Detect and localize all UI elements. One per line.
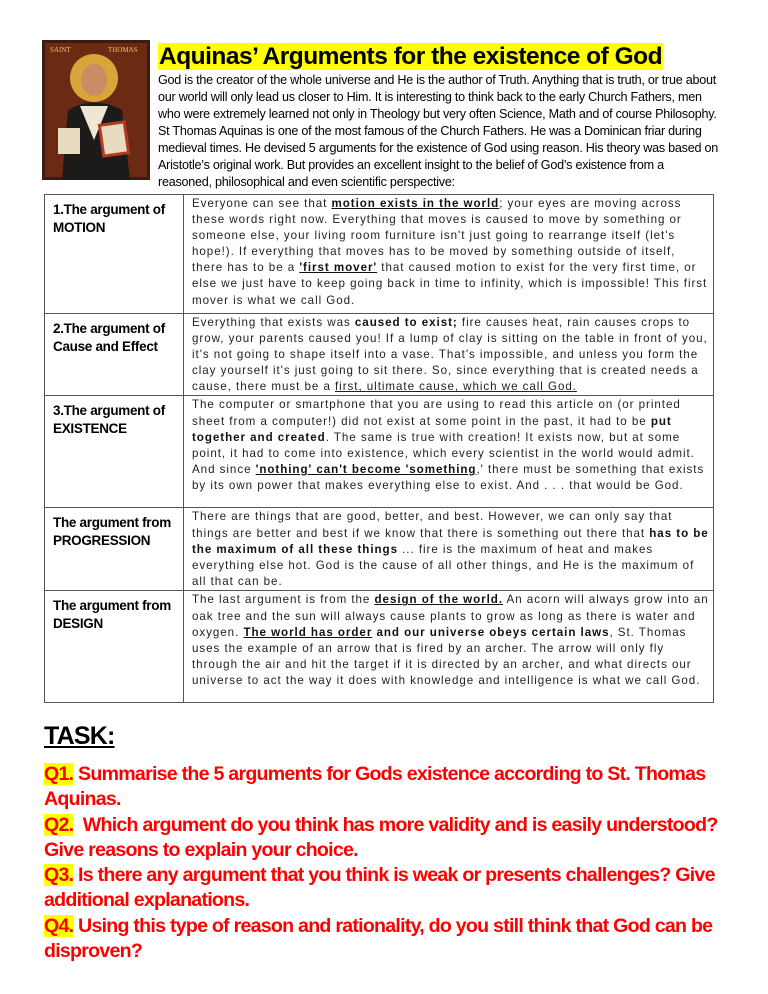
emphasis-text: 'first mover'	[299, 261, 378, 275]
body-text: ; your eyes are moving across these words right now. Everything that moves is caused to move by something or someone else, your living room furniture isn't just going to rearrange itself (let's hope!). If everything that moves has to be moved by something outside of itself, there has to be a	[192, 197, 682, 275]
argument-row	[45, 591, 714, 703]
argument-row	[45, 508, 714, 591]
arguments-table	[44, 194, 714, 703]
question-text: Summarise the 5 arguments for Gods existence according to St. Thomas Aquinas.	[44, 763, 710, 811]
emphasis-text: has to be the maximum of all these things	[192, 526, 709, 556]
argument-text	[184, 314, 714, 396]
argument-label	[45, 591, 184, 703]
question-text: Using this type of reason and rationality, do you still think that God can be disproven?	[44, 914, 718, 963]
emphasis-text: 'nothing' can't become 'something	[255, 462, 477, 476]
emphasis-text: design of the world.	[374, 593, 504, 607]
body-text: ,' there must be something that exists by its own power that makes everything else to exist. And . . . that would be God.	[192, 462, 705, 492]
argument-label	[45, 396, 184, 508]
emphasis-text: and our universe obeys certain laws	[372, 625, 610, 639]
question-label: Q4.	[44, 914, 74, 937]
body-text: An acorn will always grow into an oak tree and the sun will always cause plants to grow as long as there is water and oxygen.	[192, 593, 709, 639]
argument-label-line: The argument from	[53, 598, 171, 614]
argument-text	[184, 508, 714, 591]
argument-label-line: MOTION	[53, 220, 106, 235]
portrait-caption-left: SAINT	[50, 46, 71, 54]
argument-label-line: 3.The argument of	[53, 403, 165, 419]
body-text: Everyone can see that	[192, 197, 332, 210]
argument-label-line: PROGRESSION	[53, 533, 151, 549]
body-text: There are things that are good, better, and best. However, we can only say that things are better and best if we know that there is something out there that	[192, 510, 673, 540]
argument-label-line: 2.The argument of	[53, 321, 165, 336]
argument-text	[184, 591, 714, 703]
body-text: Everything that exists was	[192, 316, 355, 329]
body-text: The computer or smartphone that you are using to read this article on (or printed sheet from a computer!) did not exist at some point in the past, it had to be	[192, 398, 681, 428]
task-questions	[44, 762, 744, 964]
page-title: Aquinas’ Arguments for the existence of God	[159, 43, 663, 70]
question-text: Is there any argument that you think is weak or presents challenges? Give additional explanations.	[44, 864, 720, 912]
emphasis-text: caused to exist;	[354, 316, 458, 329]
body-text: . The same is true with creation! It exists now, but at some point, it had to come into existence, which every scientist in the world would admit. And since	[192, 430, 695, 476]
argument-row	[45, 396, 714, 508]
question-label: Q1.	[44, 763, 74, 785]
argument-label-line: DESIGN	[53, 616, 103, 632]
argument-label	[45, 508, 184, 591]
question-1	[44, 762, 744, 813]
question-4	[44, 914, 744, 965]
argument-text	[184, 396, 714, 508]
argument-label	[45, 195, 184, 314]
argument-row	[45, 314, 714, 396]
question-label: Q3.	[44, 864, 74, 887]
argument-label-line: The argument from	[53, 515, 171, 531]
emphasis-text: motion exists in the world	[331, 197, 500, 210]
question-text: Which argument do you think has more validity and is easily understood? Give reasons to explain your choice.	[44, 813, 723, 861]
emphasis-text: first, ultimate cause, which we call God.	[335, 380, 577, 394]
st-thomas-aquinas-portrait	[42, 40, 150, 180]
argument-label-line: Cause and Effect	[53, 339, 158, 354]
argument-text	[184, 195, 714, 314]
argument-row	[45, 195, 714, 314]
body-text: , St. Thomas uses the example of an arrow that is fired by an archer. The arrow will only fly through the air and hit the target if it is directed by an archer, and what directs our universe to act the way it does with knowledge and intelligence is what we call God.	[192, 625, 701, 687]
question-label: Q2.	[44, 813, 74, 836]
argument-label-line: EXISTENCE	[53, 421, 127, 437]
question-3	[44, 863, 744, 914]
portrait-caption-right: THOMAS	[108, 46, 138, 54]
body-text: ... fire is the maximum of heat and makes everything else hot. God is the cause of all other things, and He is the maximum of all that can be.	[192, 542, 695, 588]
body-text: The last argument is from the	[192, 593, 375, 607]
body-text: fire causes heat, rain causes crops to grow, your parents caused you! If a lump of clay is sitting on the table in front of you, it's not going to shape itself into a vase. That's impossible, and unless you form the clay yourself it's just going to sit there. So, since everything that is created needs a cause, there must be a	[192, 316, 708, 394]
emphasis-text: The world has order	[243, 625, 373, 639]
argument-label	[45, 314, 184, 396]
task-heading: TASK:	[44, 722, 115, 750]
body-text: that caused motion to exist for the very first time, or else we just have to keep going back in time to infinity, which is impossible! This first mover is what we call God.	[192, 261, 708, 307]
emphasis-text: put together and created	[192, 414, 672, 444]
question-2	[44, 813, 744, 864]
intro-paragraph: God is the creator of the whole universe and He is the author of Truth. Anything that is truth, or true about our world will only lead us closer to Him. It is interesting to think back to the early Church Fathers, men who were extremely learned not only in Theology but very often Science, Math and of course Philosophy. St Thomas Aquinas is one of the most famous of the Church Fathers. He was a Dominican friar during medieval times. He devised 5 arguments for the existence of God using reason. His theory was based on Aristotle’s original work. But provides an excellent insight to the belief of God’s existence from a reasoned, philosophical and even scientific perspective:	[158, 73, 718, 189]
argument-label-line: 1.The argument of	[53, 202, 165, 217]
